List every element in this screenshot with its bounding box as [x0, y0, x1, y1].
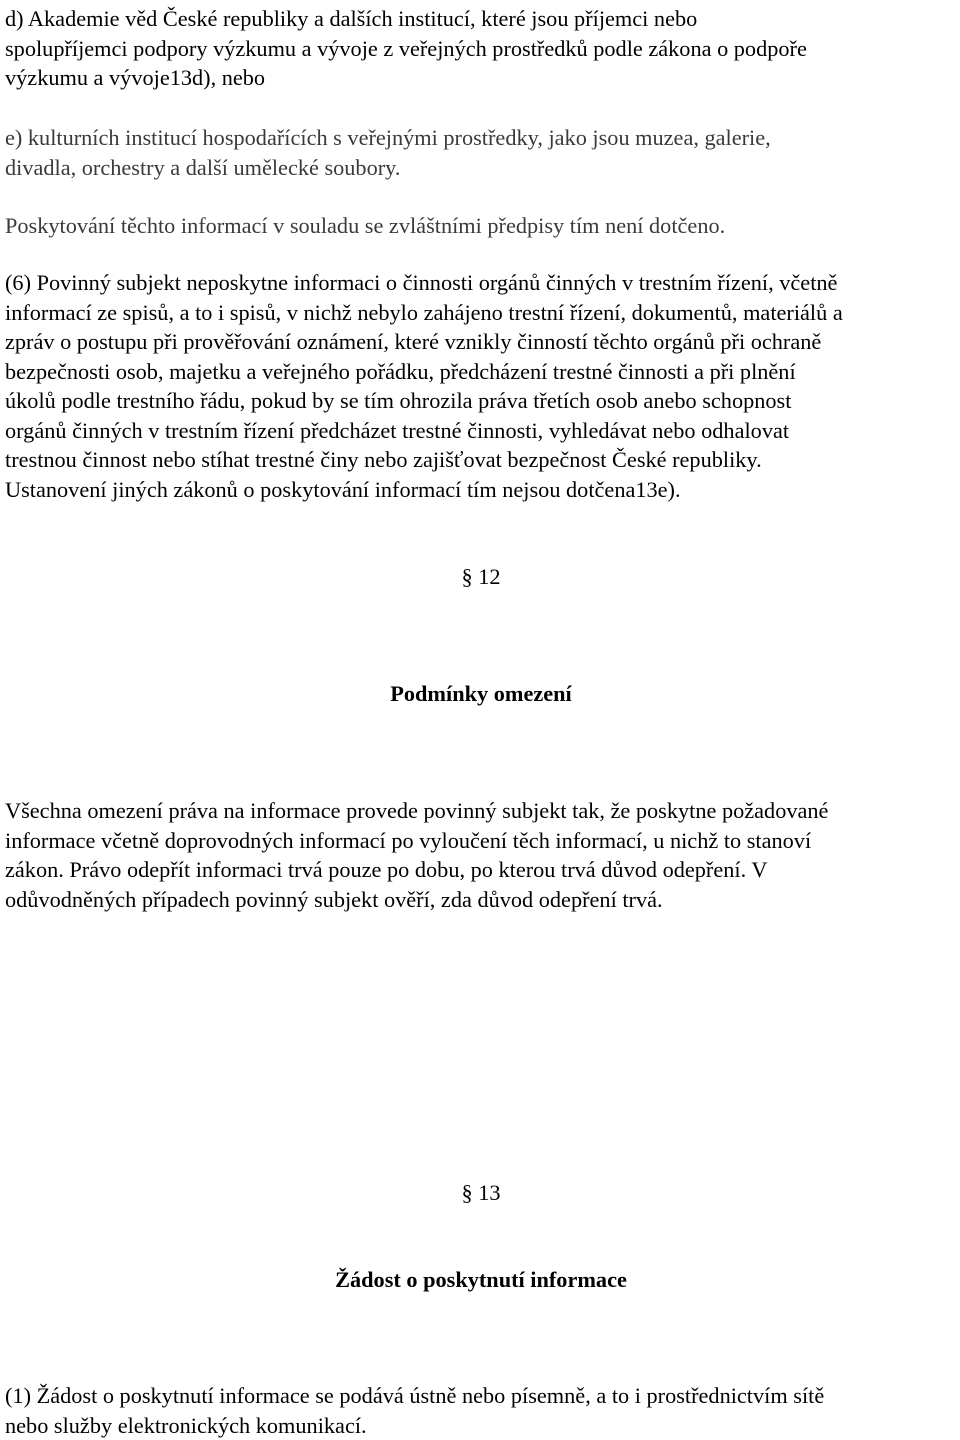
item-d-line: výzkumu a vývoje13d), nebo: [5, 65, 266, 90]
paragraph-6-line: Ustanovení jiných zákonů o poskytování informací tím nejsou dotčena13e).: [5, 476, 681, 502]
paragraph-6-line: zpráv o postupu při prověřování oznámení, které vznikly činností těchto orgánů při ochraně: [5, 329, 822, 354]
section-12-line: informace včetně doprovodných informací po vyloučení těch informací, u nichž to stanoví: [5, 827, 812, 853]
section-13-line: (1) Žádost o poskytnutí informace se podává ústně nebo písemně, a to i prostřednictvím sítě: [5, 1383, 825, 1408]
section-12-line: odůvodněných případech povinný subjekt ověří, zda důvod odepření trvá.: [5, 886, 663, 912]
paragraph-6-line: (6) Povinný subjekt neposkytne informaci o činnosti orgánů činných v trestním řízení, včetně: [5, 270, 838, 295]
paragraph-6-line: orgánů činných v trestním řízení předcházet trestné činnosti, vyhledávat nebo odhalovat: [5, 417, 790, 443]
note-line: Poskytování těchto informací v souladu se zvláštními předpisy tím není dotčeno.: [5, 213, 726, 238]
paragraph-6-line: trestnou činnost nebo stíhat trestné činy nebo zajišťovat bezpečnost České republiky.: [5, 447, 762, 472]
section-12-line: zákon. Právo odepřít informaci trvá pouze po dobu, po kterou trvá důvod odepření. V: [5, 857, 768, 882]
section-12-body: [5, 796, 957, 914]
item-d: [5, 4, 957, 93]
section-13-line: nebo služby elektronických komunikací.: [5, 1412, 367, 1438]
section-13-title: Žádost o poskytnutí informace: [335, 1267, 627, 1292]
paragraph-6: [5, 268, 957, 504]
item-e: [5, 123, 957, 182]
section-12-number: § 12: [461, 564, 501, 589]
section-12-line: Všechna omezení práva na informace provede povinný subjekt tak, že poskytne požadované: [5, 798, 829, 823]
section-12-title: Podmínky omezení: [390, 681, 572, 706]
item-e-line: divadla, orchestry a další umělecké soubory.: [5, 154, 401, 180]
paragraph-6-line: informací ze spisů, a to i spisů, v nichž nebylo zahájeno trestní řízení, dokumentů, materiálů a: [5, 299, 843, 325]
item-d-line: spolupříjemci podpory výzkumu a vývoje z veřejných prostředků podle zákona o podpoře: [5, 35, 807, 61]
paragraph-6-line: bezpečnosti osob, majetku a veřejného pořádku, předcházení trestné činnosti a při plnění: [5, 358, 796, 384]
section-13-body: [5, 1381, 957, 1440]
item-d-line: d) Akademie věd České republiky a dalších institucí, které jsou příjemci nebo: [5, 6, 698, 31]
section-13-number: § 13: [461, 1180, 501, 1205]
document-page: [5, 0, 957, 1440]
paragraph-6-line: úkolů podle trestního řádu, pokud by se tím ohrozila práva třetích osob anebo schopnost: [5, 388, 792, 413]
note-paragraph: [5, 211, 957, 241]
item-e-line: e) kulturních institucí hospodařících s veřejnými prostředky, jako jsou muzea, galerie,: [5, 125, 771, 150]
